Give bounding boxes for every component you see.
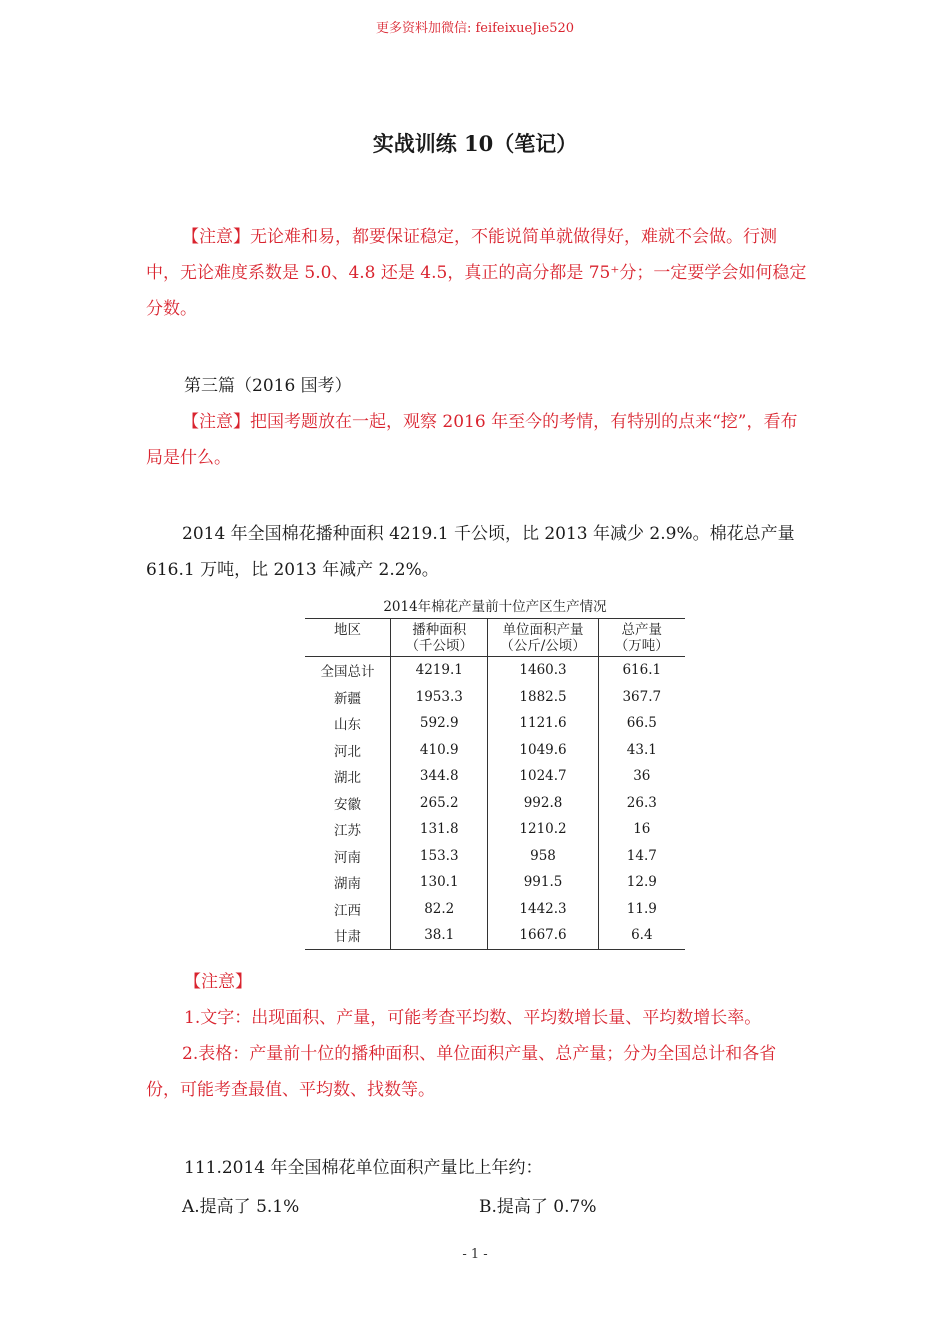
- note2-item-2: 2.表格：产量前十位的播种面积、单位面积产量、总产量；分为全国总计和各省份，可能考查最值、平均数、找数等。: [146, 1044, 777, 1100]
- cell-total: 14.7: [598, 843, 685, 870]
- table-row: [305, 922, 685, 949]
- intro-paragraph: 2014 年全国棉花播种面积 4219.1 千公顷，比 2013 年减少 2.9%。棉花总产量 616.1 万吨，比 2013 年减产 2.2%。: [146, 524, 795, 580]
- cell-yield: 1882.5: [488, 684, 598, 711]
- table-row: [305, 790, 685, 817]
- table-row: [305, 763, 685, 790]
- cell-yield: 1121.6: [488, 710, 598, 737]
- cell-total: 367.7: [598, 684, 685, 711]
- page-header-watermark: 更多资料加微信: feifeixueJie520: [375, 21, 575, 36]
- table-row: [305, 896, 685, 923]
- table-row: [305, 684, 685, 711]
- option-a: A.提高了 5.1%: [182, 1197, 300, 1217]
- cell-region: 湖北: [334, 770, 362, 787]
- cell-region: 甘肃: [334, 929, 362, 946]
- cell-region: 河北: [334, 743, 362, 760]
- cell-sown-area: 153.3: [391, 843, 488, 870]
- page-number: - 1 -: [462, 1247, 488, 1262]
- table-row: [305, 737, 685, 764]
- cell-sown-area: 130.1: [391, 869, 488, 896]
- cell-region: 江西: [334, 902, 362, 919]
- cell-sown-area: 265.2: [391, 790, 488, 817]
- cell-region: 安徽: [334, 796, 362, 813]
- cell-yield: 1442.3: [488, 896, 598, 923]
- cell-yield: 1460.3: [488, 657, 598, 684]
- question-text: [146, 1150, 810, 1186]
- header-sown-area: 播种面积 （千公顷）: [391, 619, 488, 657]
- cell-total: 616.1: [598, 657, 685, 684]
- table-header-row: [305, 619, 685, 657]
- cell-yield: 991.5: [488, 869, 598, 896]
- note-paragraph-1: [146, 219, 810, 327]
- cell-total: 11.9: [598, 896, 685, 923]
- cell-sown-area: 4219.1: [391, 657, 488, 684]
- cell-sown-area: 82.2: [391, 896, 488, 923]
- cell-total: 12.9: [598, 869, 685, 896]
- cell-region: 湖南: [334, 876, 362, 893]
- table-row: [305, 869, 685, 896]
- cell-sown-area: 592.9: [391, 710, 488, 737]
- cell-yield: 1667.6: [488, 922, 598, 949]
- note2-label: 【注意】: [184, 972, 252, 992]
- note-block-2: [146, 964, 810, 1108]
- section-title: 第三篇（2016 国考）: [184, 376, 352, 396]
- cell-sown-area: 344.8: [391, 763, 488, 790]
- cell-region: 新疆: [334, 690, 362, 707]
- cell-sown-area: 131.8: [391, 816, 488, 843]
- section-note: [146, 404, 810, 476]
- cell-yield: 1024.7: [488, 763, 598, 790]
- table-row: [305, 843, 685, 870]
- cell-sown-area: 1953.3: [391, 684, 488, 711]
- cell-sown-area: 410.9: [391, 737, 488, 764]
- cell-region: 江苏: [334, 823, 362, 840]
- table-row: [305, 710, 685, 737]
- cell-yield: 958: [488, 843, 598, 870]
- cell-total: 26.3: [598, 790, 685, 817]
- cell-total: 6.4: [598, 922, 685, 949]
- cell-region: 河南: [334, 849, 362, 866]
- header-yield-per-area: 单位面积产量 （公斤/公顷）: [488, 619, 598, 657]
- cell-yield: 1210.2: [488, 816, 598, 843]
- section-note-text: 把国考题放在一起，观察 2016 年至今的考情，有特别的点来“挖”，看布局是什么。: [146, 412, 798, 468]
- page-title: 实战训练 10（笔记）: [372, 131, 578, 156]
- section-block: [146, 368, 810, 476]
- cotton-production-table-block: [305, 597, 685, 950]
- cotton-production-table: [305, 618, 685, 950]
- cell-total: 36: [598, 763, 685, 790]
- header-region: 地区: [305, 619, 391, 657]
- table-title: 2014年棉花产量前十位产区生产情况: [383, 599, 607, 615]
- cell-total: 16: [598, 816, 685, 843]
- note-text: 无论难和易，都要保证稳定，不能说简单就做得好，难就不会做。行测中，无论难度系数是 5.0、4.8 还是 4.5，真正的高分都是 75⁺分；一定要学会如何稳定分数。: [146, 227, 807, 319]
- header-total-output: 总产量 （万吨）: [598, 619, 685, 657]
- table-row: [305, 816, 685, 843]
- section-note-label: 【注意】: [182, 412, 250, 432]
- cell-region: 山东: [334, 717, 362, 734]
- cell-total: 43.1: [598, 737, 685, 764]
- cell-yield: 992.8: [488, 790, 598, 817]
- cell-sown-area: 38.1: [391, 922, 488, 949]
- option-b: B.提高了 0.7%: [479, 1197, 597, 1217]
- question-stem: 111.2014 年全国棉花单位面积产量比上年约：: [184, 1158, 543, 1178]
- cell-yield: 1049.6: [488, 737, 598, 764]
- note-label: 【注意】: [182, 227, 250, 247]
- cell-region: 全国总计: [320, 664, 375, 681]
- cell-total: 66.5: [598, 710, 685, 737]
- note2-item-1: 1.文字：出现面积、产量，可能考查平均数、平均数增长量、平均数增长率。: [184, 1008, 762, 1028]
- table-row: [305, 657, 685, 684]
